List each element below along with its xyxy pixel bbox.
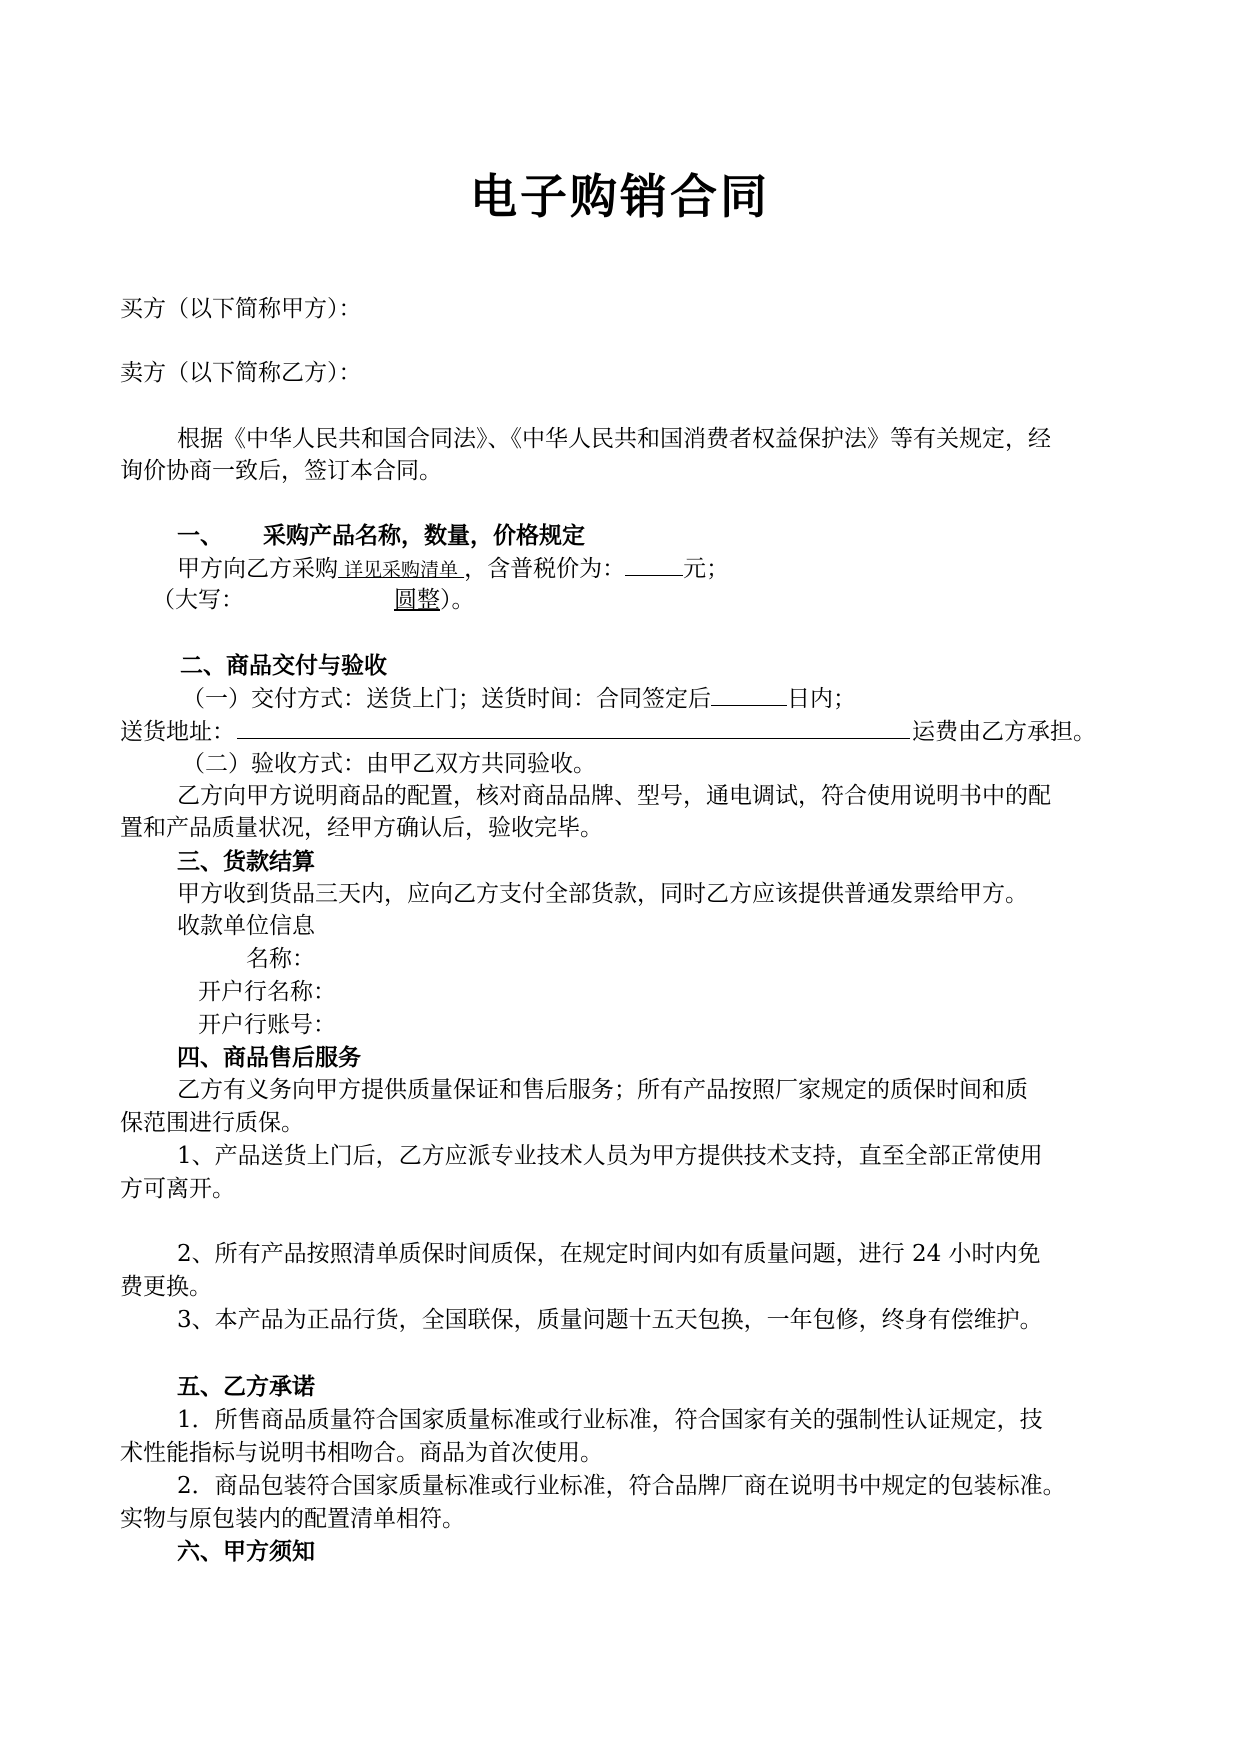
- service-item-1-line-1: 1、产品送货上门后，乙方应派专业技术人员为甲方提供技术支持，直至全部正常使用: [177, 1143, 1043, 1169]
- section-2-heading: 二、商品交付与验收: [180, 653, 387, 679]
- document-title: 电子购销合同: [470, 170, 770, 225]
- seller-line: 卖方（以下简称乙方）：: [120, 360, 362, 386]
- buyer-line: 买方（以下简称甲方）：: [120, 296, 362, 322]
- capital-end: ）。: [440, 587, 475, 613]
- section-4-heading: 四、商品售后服务: [177, 1045, 361, 1071]
- service-item-3: 3、本产品为正品行货，全国联保，质量问题十五天包换，一年包修，终身有偿维护。: [177, 1307, 1043, 1333]
- acceptance-para-line-1: 乙方向甲方说明商品的配置，核对商品品牌、型号，通电调试，符合使用说明书中的配: [177, 783, 1051, 809]
- capital-label: （大写：: [152, 587, 244, 613]
- intro-line-2: 询价协商一致后，签订本合同。: [120, 458, 442, 484]
- payee-info-label: 收款单位信息: [177, 913, 315, 939]
- acceptance-method-line: （二）验收方式：由甲乙双方共同验收。: [182, 751, 596, 777]
- freight-note: 运费由乙方承担。: [912, 719, 1096, 745]
- price-unit: 元；: [683, 556, 730, 582]
- intro-line-1: 根据《中华人民共和国合同法》、《中华人民共和国消费者权益保护法》等有关规定，经: [177, 426, 1051, 452]
- promise-item-1-line-2: 术性能指标与说明书相吻合。商品为首次使用。: [120, 1440, 603, 1466]
- delivery-address-line: [120, 716, 1096, 747]
- section-1-purchase-line: [177, 553, 729, 585]
- service-para-line-2: 保范围进行质保。: [120, 1110, 304, 1136]
- payee-name-label: 名称：: [246, 946, 315, 972]
- section-1-number: 一、: [177, 523, 223, 549]
- bank-account-label: 开户行账号：: [198, 1012, 336, 1038]
- delivery-address-label: 送货地址：: [120, 719, 235, 745]
- bank-name-label: 开户行名称：: [198, 979, 336, 1005]
- price-label: ，含普税价为：: [464, 556, 626, 582]
- service-item-1-line-2: 方可离开。: [120, 1176, 235, 1202]
- section-1-capital-line: [152, 585, 475, 615]
- section-1-title: 采购产品名称，数量，价格规定: [263, 523, 585, 549]
- promise-item-1-line-1: 1．所售商品质量符合国家质量标准或行业标准，符合国家有关的强制性认证规定，技: [177, 1407, 1043, 1433]
- service-para-line-1: 乙方有义务向甲方提供质量保证和售后服务；所有产品按照厂家规定的质保时间和质: [177, 1077, 1028, 1103]
- delivery-method-line: [182, 683, 856, 714]
- delivery-days-unit: 日内；: [787, 686, 856, 712]
- purchase-item: 详见采购清单: [338, 559, 465, 581]
- section-5-heading: 五、乙方承诺: [177, 1374, 315, 1400]
- price-blank: [625, 553, 683, 576]
- section-1-heading: [177, 521, 585, 551]
- capital-unit: 圆整: [394, 587, 440, 613]
- service-item-2-line-1: 2、所有产品按照清单质保时间质保，在规定时间内如有质量问题，进行 24 小时内免: [177, 1241, 1041, 1267]
- promise-item-2-line-2: 实物与原包装内的配置清单相符。: [120, 1506, 465, 1532]
- delivery-address-blank: [237, 716, 910, 739]
- acceptance-para-line-2: 置和产品质量状况，经甲方确认后，验收完毕。: [120, 815, 603, 841]
- section-6-heading: 六、甲方须知: [177, 1539, 315, 1565]
- delivery-days-blank: [711, 683, 787, 706]
- promise-item-2-line-1: 2．商品包装符合国家质量标准或行业标准，符合品牌厂商在说明书中规定的包装标准。: [177, 1473, 1066, 1499]
- payment-line: 甲方收到货品三天内，应向乙方支付全部货款，同时乙方应该提供普通发票给甲方。: [177, 881, 1028, 907]
- purchase-label: 甲方向乙方采购: [177, 556, 338, 582]
- capital-blank: [244, 585, 394, 607]
- delivery-method-label: （一）交付方式：送货上门；送货时间：合同签定后: [182, 686, 711, 712]
- section-3-heading: 三、货款结算: [177, 849, 315, 875]
- service-item-2-line-2: 费更换。: [120, 1274, 212, 1300]
